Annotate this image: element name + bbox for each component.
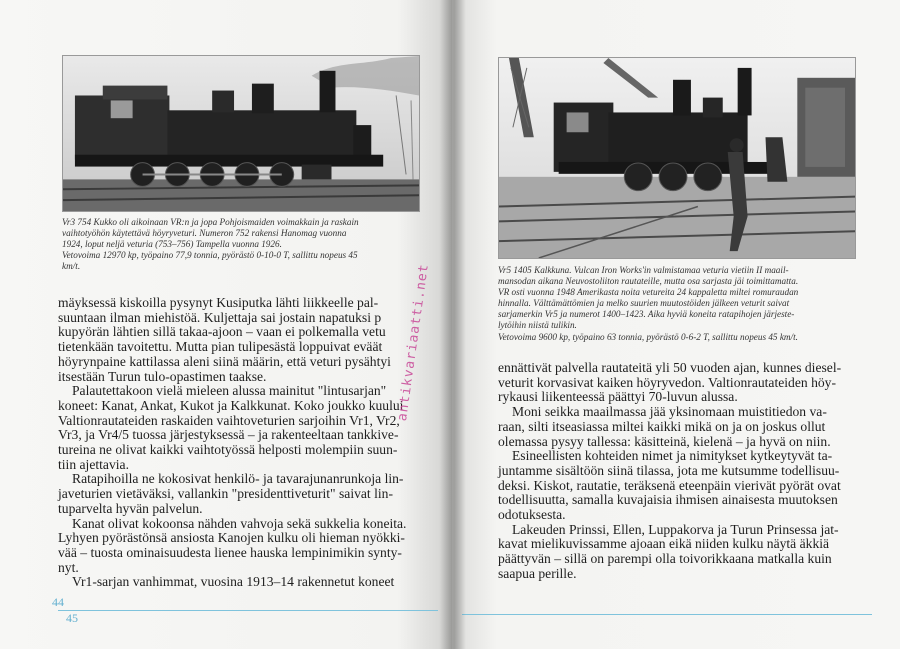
paragraph: Lakeuden Prinssi, Ellen, Luppakorva ja Turun Prinsessa jat- kavat mielikuvissamme ajoaan eikä niiden kulku näytä äkkiä päättyvän – sillä on parempi olla toivorikkaana matkalla kuin saapua perille. <box>498 521 839 581</box>
footer-rule-right <box>462 614 872 615</box>
vr5-locomotive-image <box>499 58 855 258</box>
paragraph: Esineellisten kohteiden nimet ja nimitykset kytkeytyvät ta- juntamme sisältöön siinä tilassa, jota me kutsumme todellisuu- deksi. Kiskot, rautatie, teräksenä eteenpäin vierivät pyörät ovat todellisuutta, samalla kuvajaisia ihmisen ainaisesta muutoksen odotuksesta. <box>498 448 841 523</box>
paragraph: Kanat olivat kokoonsa nähden vahvoja sekä sukkelia koneita. Lyhyen pyörästönsä ansiosta Kanojen kulku oli hieman nyökki- vää – tuosta ominaisuudesta lienee hauska lempinimikin synty- nyt. <box>58 515 407 575</box>
body-text-right <box>498 361 864 582</box>
paragraph: ennättivät palvella rautateitä yli 50 vuoden ajan, kunnes diesel- veturit korvasivat kaiken höyryvedon. Valtionrautateiden höy- rykausi liikenteessä päättyi 70-luvun alussa. <box>498 360 842 405</box>
paragraph: Ratapihoilla ne kokosivat henkilö- ja tavarajunanrunkoja lin- javeturien vietäväksi, vallankin "presidenttiveturit" saivat lin- tuparvelta hyvän palvelun. <box>58 471 404 516</box>
paragraph: Moni seikka maailmassa jää yksinomaan muistitiedon va- raan, silti itseasiassa miltei kaikki mikä on ja on joskus ollut olemassa pysyy tallessa: käsitteinä, kielenä – ja hyvä on niin. <box>498 404 831 449</box>
photo-caption-left <box>62 217 422 272</box>
body-text-left <box>58 296 416 590</box>
paragraph: mäyksessä kiskoilla pysynyt Kusiputka lähti liikkeelle pal- suuntaan ilman miehistöä. Kuljettaja sai jostain napatuksi p kupyörän lähtien sillä takaa-ajoon – vaan ei polkemalla vetu tietenkään tavoitettu. Mutta pian tulipesästä loppuivat eväät höyrynpaine kattilassa aleni siinä määrin, että veturi pysähtyi itsestään Turun tulo-opastimen taakse. <box>58 295 391 384</box>
caption-text: Vr3 754 Kukko oli aikoinaan VR:n ja jopa Pohjoismaiden voimakkain ja raskain vaihtotyöhön käytettävä höyryveturi. Numeron 752 rakensi Hanomag vuonna 1924, loput neljä veturia (753–756) Tampella vuonna 1926. Vetovoima 12970 kp, työpaino 77,9 tonnia, pyörästö 0-10-0 T, sallittu nopeus 45 km/t. <box>62 217 359 272</box>
photo-caption-right <box>498 265 866 343</box>
caption-text: Vr5 1405 Kalkkuna. Vulcan Iron Works'in valmistamaa veturia vietiin II maail- mansodan aikana Neuvostoliiton rautateille, mutta osa sarjasta jäi toimittamatta. VR osti vuonna 1948 Amerikasta noita vetureita 24 kappaletta miltei romuraudan hinnalla. Välttämättömien ja melko suurien muutostöiden jälkeen veturit saivat sarjamerkin Vr5 ja numerot 1400–1423. Aika hyviä koneita ratapihojen järjeste- lytöihin niistä tulikin. Vetovoima 9600 kp, työpaino 63 tonnia, pyörästö 0-6-2 T, sallittu nopeus 45 km/t. <box>498 265 799 342</box>
footer-rule-left <box>58 610 438 611</box>
right-page <box>452 0 900 649</box>
watermark-text: antikvariaatti.net <box>395 262 432 423</box>
vr3-locomotive-image <box>63 56 419 211</box>
paragraph: Palautettakoon vielä mieleen alussa mainitut "lintusarjan" koneet: Kanat, Ankat, Kukot ja Kalkkunat. Koko joukko kuului Valtionrautateiden raskaiden vaihtoveturien sarjoihin Vr1, Vr2, Vr3, ja Vr4/5 tuossa järjestyksessä – ja rakenteeltaan tankkive- tureina ne olivat kaikki vaihtotyössä helposti molempiin suun- tiin ajettavia. <box>58 383 404 472</box>
page-number-45: 45 <box>66 611 78 625</box>
page-number-44: 44 <box>52 595 64 609</box>
locomotive-photo-vr5 <box>498 57 856 259</box>
book-gutter-shadow <box>440 0 466 649</box>
paragraph: Vr1-sarjan vanhimmat, vuosina 1913–14 rakennetut koneet <box>72 574 395 590</box>
locomotive-photo-vr3 <box>62 55 420 212</box>
